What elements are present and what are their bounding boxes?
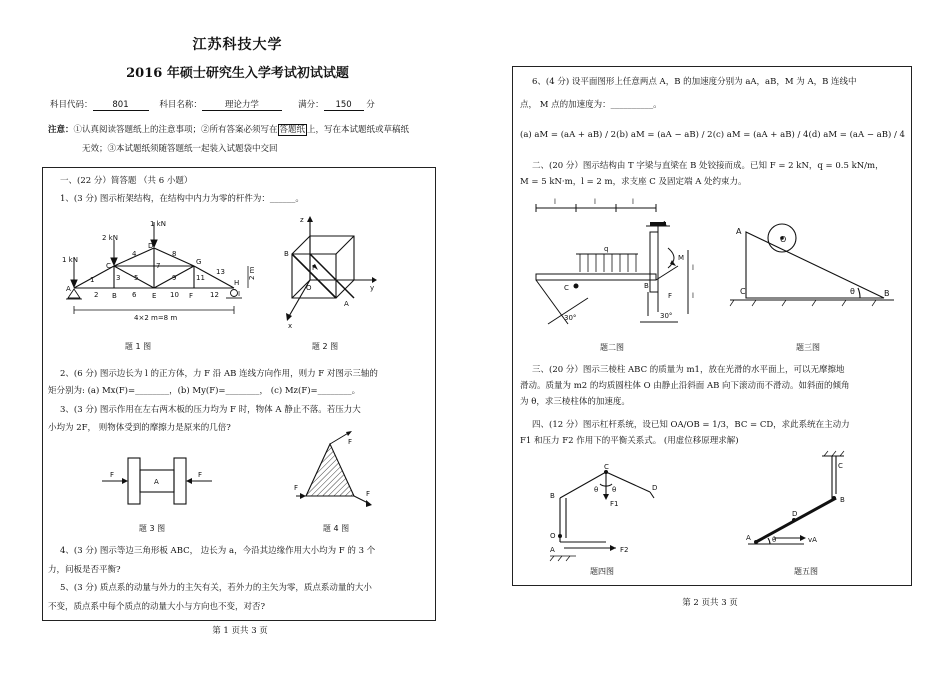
axis-z-label: z	[300, 216, 304, 224]
part3-line-1: 三、(20 分）图示三棱柱 ABC 的质量为 m1，放在光滑的水平面上，可以无摩擦地	[532, 365, 845, 375]
school-name: 江苏科技大学	[192, 37, 283, 53]
member-3: 3	[116, 274, 121, 282]
axis-y-label: y	[370, 284, 375, 292]
support-c-label: C	[564, 284, 569, 292]
load-q-label: q	[604, 245, 609, 253]
part5-figure	[744, 450, 874, 554]
load-label-mid: 2 kN	[102, 234, 118, 242]
member-2: 2	[94, 291, 99, 299]
fig4-force-top: F	[348, 438, 353, 446]
member-4: 4	[132, 250, 137, 258]
node-d: D	[148, 242, 154, 250]
subject-name: 理论力学	[202, 98, 282, 111]
angle-theta-1: θ	[594, 486, 599, 494]
member-8: 8	[172, 250, 177, 258]
point-a: A	[736, 227, 742, 236]
exam-notice	[48, 121, 448, 159]
node-a: A	[66, 285, 71, 293]
part5-fig-caption: 题五图	[794, 567, 818, 576]
angle-theta-2: θ	[612, 486, 617, 494]
code-label: 科目代码：	[50, 100, 93, 110]
notice-text-b: 上，写在本试题纸或草稿纸	[307, 125, 410, 135]
exam-title: 2016 年硕士研究生入学考试初试试题	[126, 66, 349, 81]
height-label: 2 m	[248, 266, 256, 280]
node-f: F	[189, 292, 194, 300]
q6-line-2: 点， M 点的加速度为：__________。	[520, 100, 662, 110]
fig2-caption: 题 2 图	[311, 342, 339, 351]
member-6: 6	[132, 291, 137, 299]
lever-c: C	[604, 463, 609, 471]
q6-options	[520, 127, 905, 144]
point-d: D	[792, 510, 798, 518]
member-5: 5	[134, 274, 139, 282]
q6-option-d: (d) aM = (aA − aB) / 4	[808, 130, 905, 140]
part3-figure	[726, 214, 902, 310]
part1-title: 一、(22 分）简答题 （共 6 小题）	[60, 176, 193, 186]
part2-fig-caption: 题二图	[600, 343, 624, 352]
q3-line-1: 3、(3 分) 图示作用在左右两木板的压力均为 F 时，物体 A 静止不落。若压力大	[60, 405, 361, 415]
member-10: 10	[170, 291, 179, 299]
q2-line-1: 2、(6 分) 图示边长为 l 的正方体，力 F 沿 AB 连线方向作用，则力 F 对图示三轴的	[60, 369, 378, 379]
page2-footer: 第 2 页共 3 页	[682, 598, 738, 608]
node-b: B	[112, 292, 117, 300]
origin-o-label: O	[306, 284, 312, 292]
score-unit: 分	[366, 100, 375, 110]
fig4-force-right: F	[366, 490, 371, 498]
angle-theta: θ	[850, 287, 855, 296]
force-f-label: F	[312, 264, 317, 272]
dim-l-2: l	[594, 198, 596, 206]
member-1: 1	[90, 276, 95, 284]
page1-footer: 第 1 页共 3 页	[212, 626, 268, 636]
notice-line-1	[48, 121, 448, 140]
load-label-top: 1 kN	[150, 220, 166, 228]
member-12: 12	[210, 291, 219, 299]
full-score: 150	[324, 100, 364, 111]
moment-m-label: M	[678, 254, 685, 262]
node-c: C	[106, 262, 111, 270]
node-i: I	[238, 290, 241, 298]
member-11: 11	[196, 274, 205, 282]
part4-figure	[546, 462, 662, 562]
name-label: 科目名称：	[159, 100, 202, 110]
q1-text	[60, 191, 304, 208]
dim-l-3: l	[632, 198, 634, 206]
part3-line-2: 滑动。质量为 m2 的均质圆柱体 O 由静止沿斜面 AB 向下滚动而不滑动。如斜面的倾角	[520, 381, 850, 391]
node-e: E	[152, 292, 157, 300]
q4-line-1: 4、(3 分) 图示等边三角形板 ABC， 边长为 a，今沿其边缘作用大小均为 F 的 3 个	[60, 546, 376, 556]
force-f1: F1	[610, 500, 619, 508]
q3-line-2: 小均为 2F， 则物体受到的摩擦力是原来的几倍?	[48, 423, 231, 433]
notice-boxed-word: 答题纸	[279, 125, 306, 135]
truss-figure	[62, 218, 274, 330]
q6-option-a: (a) aM = (aA + aB) / 2	[520, 130, 617, 140]
point-b: B	[884, 289, 890, 298]
dim-l-1: l	[554, 198, 556, 206]
notice-line-2: 无效；③本试题纸须随答题纸一起装入试题袋中交回	[82, 144, 278, 154]
fixed-a-label: A	[662, 220, 667, 228]
part4-fig-caption: 题四图	[590, 567, 614, 576]
q6-option-b: (b) aM = (aA − aB) / 2	[616, 130, 713, 140]
point-c: C	[838, 462, 843, 470]
fig3-force-left: F	[110, 471, 115, 479]
dim-l-5: l	[692, 292, 694, 300]
notice-label: 注意：	[48, 125, 74, 135]
roller-support-h	[231, 290, 241, 298]
fig3-force-right: F	[198, 471, 203, 479]
part3-line-3: 为 θ，求三棱柱体的加速度。	[520, 397, 630, 407]
part4-line-1: 四、(12 分）图示杠杆系统，设已知 OA/OB = 1/3，BC = CD，求此系统在主动力	[532, 420, 850, 430]
part2-line-2: M = 5 kN·m，l = 2 m，求支座 C 及固定端 A 处约束力。	[520, 177, 747, 187]
fig3-caption: 题 3 图	[138, 524, 166, 533]
dim-l-4: l	[692, 264, 694, 272]
point-a: A	[550, 546, 555, 554]
point-o: O	[550, 532, 556, 540]
lever-d: D	[652, 484, 658, 492]
point-b: B	[840, 496, 845, 504]
member-9: 9	[172, 274, 177, 282]
notice-text-a: ①认真阅读答题纸上的注意事项；②所有答案必须写在	[73, 125, 278, 135]
center-o: O	[780, 235, 787, 244]
force-f2: F2	[620, 546, 629, 554]
fig4-caption: 题 4 图	[322, 524, 350, 533]
member-13: 13	[216, 268, 225, 276]
q2-line-2: 矩分别为: (a) Mx(F)=________，(b) My(F)=________， (c) Mz(F)=________。	[48, 386, 361, 396]
span-label: 4×2 m=8 m	[134, 314, 178, 322]
part4-line-2: F1 和压力 F2 作用下的平衡关系式。 (用虚位移原理求解)	[520, 436, 739, 446]
angle-30-left: 30°	[564, 314, 577, 322]
subject-code: 801	[93, 100, 149, 111]
lever-b: B	[550, 492, 555, 500]
axis-x-label: x	[288, 322, 293, 330]
part2-figure	[528, 194, 708, 332]
boards-figure	[98, 452, 216, 512]
q1-blank: ______。	[269, 194, 304, 204]
q6-line-1: 6、(4 分) 设平面图形上任意两点 A，B 的加速度分别为 aA，aB，M 为 A，B 连线中	[532, 77, 857, 87]
hinge-b-label: B	[644, 282, 649, 290]
fig3-block-a: A	[154, 478, 159, 486]
point-a: A	[746, 534, 751, 542]
point-c: C	[740, 287, 746, 296]
fig4-force-left: F	[294, 484, 299, 492]
part2-line-1: 二、(20 分）图示结构由 T 字梁与直梁在 B 处铰接而成。已知 F = 2 kN，q = 0.5 kN/m，	[532, 161, 884, 171]
node-h: H	[234, 279, 240, 287]
triangle-figure	[292, 430, 376, 516]
score-label: 满分：	[298, 100, 324, 110]
subject-info	[50, 98, 375, 111]
velocity-va: vA	[808, 536, 817, 544]
cube-figure	[282, 214, 378, 330]
point-b-label: B	[284, 250, 289, 258]
angle-30-right: 30°	[660, 312, 673, 320]
member-7: 7	[156, 262, 161, 270]
q5-line-2: 不变，质点系中每个质点的动量大小与方向也不变，对否?	[48, 602, 266, 612]
point-a-label: A	[344, 300, 349, 308]
q1-stem: 1、(3 分) 图示桁架结构，在结构中内力为零的杆件为：	[60, 194, 270, 204]
node-g: G	[196, 258, 202, 266]
angle-theta: θ	[772, 536, 777, 544]
q4-line-2: 力，问板是否平衡?	[48, 565, 121, 575]
fig1-caption: 题 1 图	[124, 342, 152, 351]
q5-line-1: 5、(3 分) 质点系的动量与外力的主矢有关，若外力的主矢为零，质点系动量的大小	[60, 583, 372, 593]
force-f-label: F	[668, 292, 673, 300]
load-label-left: 1 kN	[62, 256, 78, 264]
part3-fig-caption: 题三图	[796, 343, 820, 352]
q6-option-c: (c) aM = (aA + aB) / 4	[712, 130, 809, 140]
